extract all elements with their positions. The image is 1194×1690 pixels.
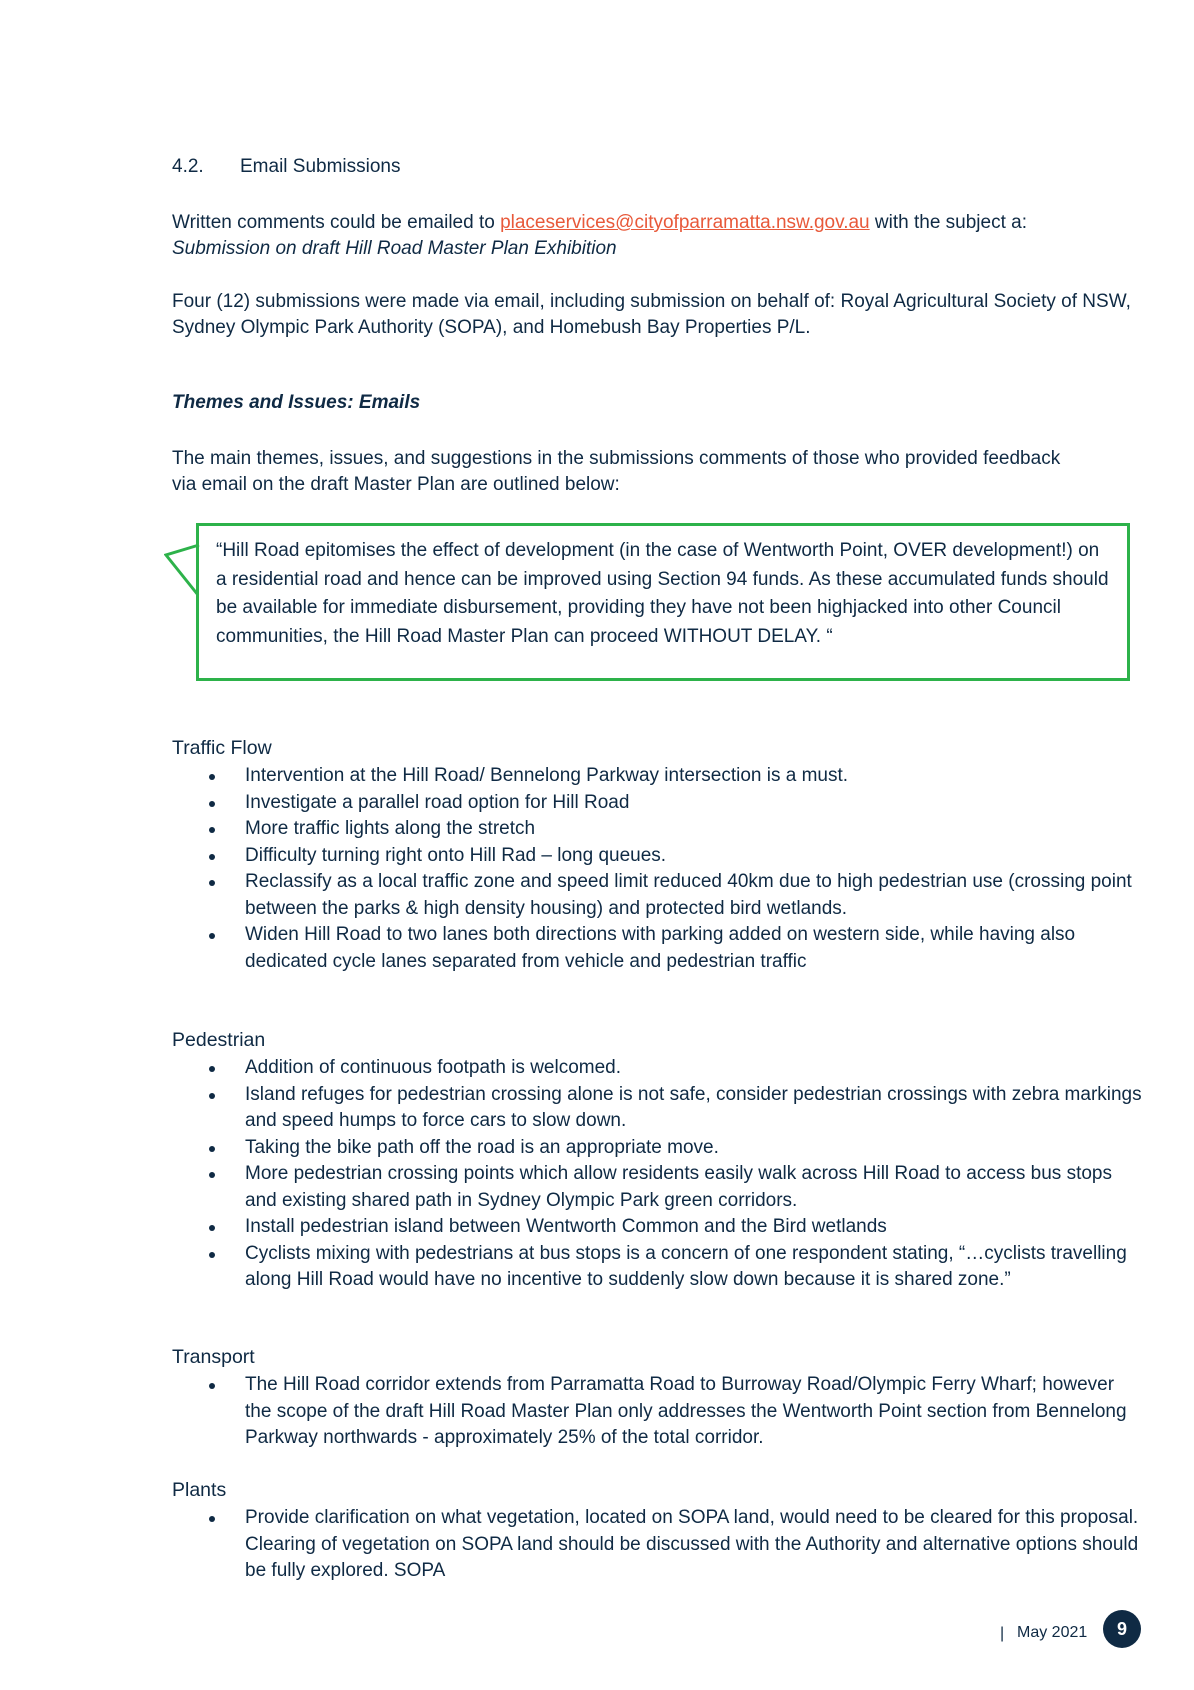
transport-list (205, 1372, 1145, 1452)
list-item: Addition of continuous footpath is welcomed. (205, 1055, 1145, 1082)
category-title-plants: Plants (172, 1479, 227, 1501)
list-item: Intervention at the Hill Road/ Bennelong Parkway intersection is a must. (205, 763, 1145, 790)
intro-suffix: with the subject a: (869, 212, 1027, 233)
submissions-paragraph: Four (12) submissions were made via email, including submission on behalf of: Royal Agricultural Society of NSW, Sydney Olympic Park Authority (SOPA), and Homebush Bay Properties P/L. (172, 291, 1131, 338)
list-item: Difficulty turning right onto Hill Rad – long queues. (205, 843, 1145, 870)
bullet-icon (209, 774, 215, 780)
email-subject: Submission on draft Hill Road Master Plan Exhibition (172, 238, 617, 259)
bullet-icon (209, 1066, 215, 1072)
bullet-icon (209, 1146, 215, 1152)
bullet-icon (209, 1516, 215, 1522)
list-item: Island refuges for pedestrian crossing alone is not safe, consider pedestrian crossings with zebra markings and speed humps to force cars to slow down. (205, 1082, 1145, 1135)
category-title-pedestrian: Pedestrian (172, 1029, 266, 1051)
quote-box (196, 523, 1130, 681)
bullet-icon (209, 827, 215, 833)
bullet-icon (209, 1252, 215, 1258)
bullet-icon (209, 1093, 215, 1099)
page-number: 9 (1116, 1618, 1127, 1639)
pedestrian-list (205, 1055, 1145, 1294)
quote-text: “Hill Road epitomises the effect of development (in the case of Wentworth Point, OVER development!) on a residential road and hence can be improved using Section 94 funds. As these accumulated funds should be available for immediate disbursement, providing they have not been highjacked into other Council communities, the Hill Road Master Plan can proceed WITHOUT DELAY. “ (216, 540, 1109, 647)
bullet-icon (209, 854, 215, 860)
bullet-icon (209, 1172, 215, 1178)
traffic-flow-list (205, 763, 1145, 975)
list-item: More traffic lights along the stretch (205, 816, 1145, 843)
plants-list (205, 1505, 1145, 1585)
list-item: The Hill Road corridor extends from Parramatta Road to Burroway Road/Olympic Ferry Wharf; however the scope of the draft Hill Road Master Plan only addresses the Wentworth Point section from Bennelong Parkway northwards - approximately 25% of the total corridor. (205, 1372, 1145, 1452)
section-heading (172, 156, 401, 178)
page-number-badge (1103, 1610, 1141, 1648)
intro-prefix: Written comments could be emailed to (172, 212, 501, 233)
footer-date: May 2021 (1017, 1624, 1088, 1641)
list-item: Cyclists mixing with pedestrians at bus stops is a concern of one respondent stating, “…cyclists travelling along Hill Road would have no incentive to suddenly slow down because it is shared zone.” (205, 1241, 1145, 1294)
list-item: Provide clarification on what vegetation, located on SOPA land, would need to be cleared for this proposal. Clearing of vegetation on SOPA land should be discussed with the Authority and alternative options should be fully explored. SOPA (205, 1505, 1145, 1585)
list-item: Reclassify as a local traffic zone and speed limit reduced 40km due to high pedestrian use (crossing point between the parks & high density housing) and protected bird wetlands. (205, 869, 1145, 922)
list-item: Taking the bike path off the road is an appropriate move. (205, 1135, 1145, 1162)
email-link[interactable]: placeservices@cityofparramatta.nsw.gov.au (500, 212, 870, 233)
list-item: Widen Hill Road to two lanes both directions with parking added on western side, while having also dedicated cycle lanes separated from vehicle and pedestrian traffic (205, 922, 1145, 975)
bullet-icon (209, 1225, 215, 1231)
bullet-icon (209, 801, 215, 807)
bullet-icon (209, 1383, 215, 1389)
section-number: 4.2. (172, 156, 204, 177)
list-item: Install pedestrian island between Wentworth Common and the Bird wetlands (205, 1214, 1145, 1241)
list-item: Investigate a parallel road option for Hill Road (205, 790, 1145, 817)
bullet-icon (209, 933, 215, 939)
footer-separator: | (1000, 1625, 1005, 1642)
themes-title: Themes and Issues: Emails (172, 392, 421, 413)
section-title: Email Submissions (240, 156, 401, 177)
intro-paragraph (172, 210, 1132, 262)
bullet-icon (209, 880, 215, 886)
category-title-traffic-flow: Traffic Flow (172, 737, 272, 759)
list-item: More pedestrian crossing points which allow residents easily walk across Hill Road to access bus stops and existing shared path in Sydney Olympic Park green corridors. (205, 1161, 1145, 1214)
themes-intro: The main themes, issues, and suggestions in the submissions comments of those who provided feedback via email on the draft Master Plan are outlined below: (172, 448, 1061, 495)
category-title-transport: Transport (172, 1346, 255, 1368)
